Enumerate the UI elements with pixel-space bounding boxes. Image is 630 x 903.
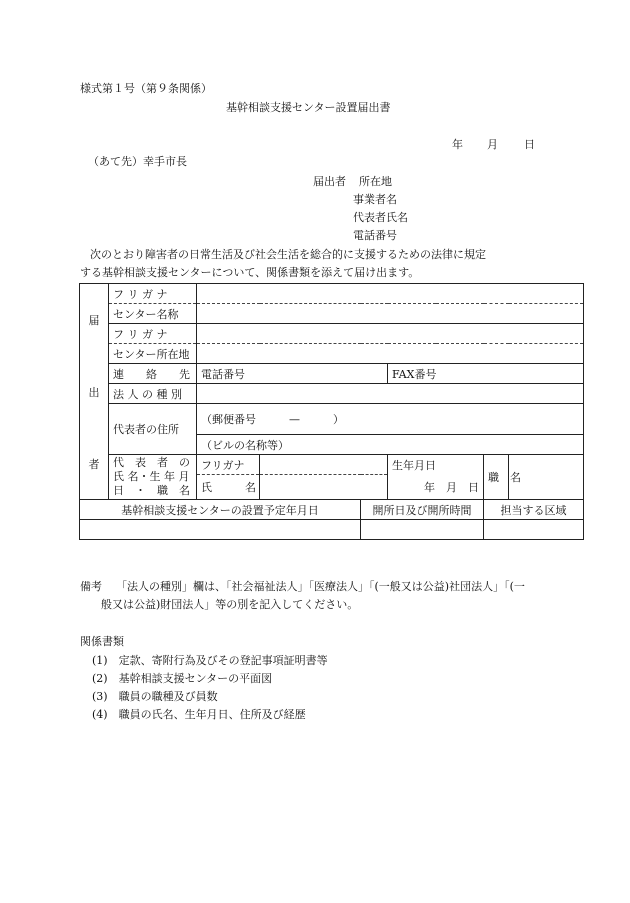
- applicant-heading: 届出者: [313, 175, 346, 188]
- center-name-field[interactable]: [197, 304, 584, 324]
- date-day-label: 日: [524, 138, 535, 151]
- rep-info-line-2: 氏 名・生 年 月: [113, 470, 190, 483]
- side-char-3: 者: [88, 457, 100, 471]
- document-item-3: (3) 職員の職種及び員数: [92, 690, 218, 703]
- corp-type-label: 法 人 の 種 別: [109, 384, 197, 404]
- applicant-representative-label: 代表者氏名: [353, 211, 408, 224]
- birthdate-label: 生年月日: [392, 459, 436, 472]
- fax-number-label: FAX番号: [392, 367, 437, 381]
- registration-form-table: [79, 283, 584, 540]
- remarks-line-2: 般又は公益)財団法人」等の別を記入してください。: [101, 598, 359, 611]
- rep-furigana-field[interactable]: [260, 455, 388, 475]
- applicant-address-label: 所在地: [359, 175, 392, 188]
- side-char-1: 届: [88, 313, 100, 327]
- center-furigana-label: フ リ ガ ナ: [109, 284, 197, 304]
- phone-number-label: 電話番号: [201, 367, 245, 381]
- address-furigana-label: フ リ ガ ナ: [109, 324, 197, 344]
- rep-address-label: 代表者の住所: [109, 404, 197, 455]
- date-year-label: 年: [452, 138, 463, 151]
- area-field[interactable]: [484, 520, 584, 540]
- document-item-1: (1) 定款、寄附行為及びその登記事項証明書等: [92, 654, 328, 667]
- post-label: 職 名: [484, 455, 509, 500]
- applicant-business-name-label: 事業者名: [353, 193, 397, 206]
- addressee: （あて先）幸手市長: [88, 155, 187, 168]
- document-item-2: (2) 基幹相談支援センターの平面図: [92, 672, 273, 685]
- rep-name-field[interactable]: [260, 475, 388, 500]
- rep-info-line-1: 代 表 者 の: [113, 456, 190, 469]
- address-furigana-field[interactable]: [197, 324, 584, 344]
- col-area-header: 担当する区域: [484, 500, 584, 520]
- center-address-label: センター所在地: [109, 344, 197, 364]
- birthdate-field[interactable]: [388, 455, 484, 500]
- side-char-2: 出: [88, 385, 100, 399]
- birthdate-ymd: 年 月 日: [424, 481, 479, 494]
- date-month-label: 月: [487, 138, 498, 151]
- fax-number-field[interactable]: [388, 364, 584, 384]
- rep-name-label: 氏 名: [197, 475, 260, 500]
- intro-line-2: する基幹相談支援センターについて、関係書類を添えて届け出ます。: [80, 266, 420, 279]
- document-title: 基幹相談支援センター設置届出書: [226, 101, 391, 114]
- rep-furigana-label: フリガナ: [197, 455, 260, 475]
- building-name-label: （ビルの名称等）: [201, 438, 289, 452]
- documents-heading: 関係書類: [80, 635, 124, 648]
- col-start-date-header: 基幹相談支援センターの設置予定年月日: [80, 500, 361, 520]
- rep-info-line-3: 日 ・ 職 名: [113, 484, 190, 497]
- postal-code-label: （郵便番号 — ）: [201, 413, 344, 426]
- document-item-4: (4) 職員の氏名、生年月日、住所及び経歴: [92, 708, 306, 721]
- intro-line-1: 次のとおり障害者の日常生活及び社会生活を総合的に支援するための法律に規定: [90, 248, 486, 261]
- col-opening-hours-header: 開所日及び開所時間: [361, 500, 484, 520]
- phone-number-field[interactable]: [197, 364, 388, 384]
- center-name-label: センター名称: [109, 304, 197, 324]
- start-date-field[interactable]: [80, 520, 361, 540]
- rep-info-label: [109, 455, 197, 500]
- contact-label: 連 絡 先: [109, 364, 197, 384]
- applicant-phone-label: 電話番号: [353, 229, 397, 242]
- center-furigana-field[interactable]: [197, 284, 584, 304]
- opening-hours-field[interactable]: [361, 520, 484, 540]
- center-address-field[interactable]: [197, 344, 584, 364]
- applicant-side-label: [80, 284, 109, 500]
- remarks-label: 備考: [80, 580, 102, 593]
- corp-type-field[interactable]: [197, 384, 584, 404]
- form-number: 様式第１号（第９条関係）: [80, 82, 212, 95]
- postal-code-field[interactable]: [197, 404, 584, 435]
- remarks-line-1: 「法人の種別」欄は、「社会福祉法人」「医療法人」「(一般又は公益)社団法人」「(一: [116, 580, 525, 593]
- building-name-field[interactable]: [197, 435, 584, 455]
